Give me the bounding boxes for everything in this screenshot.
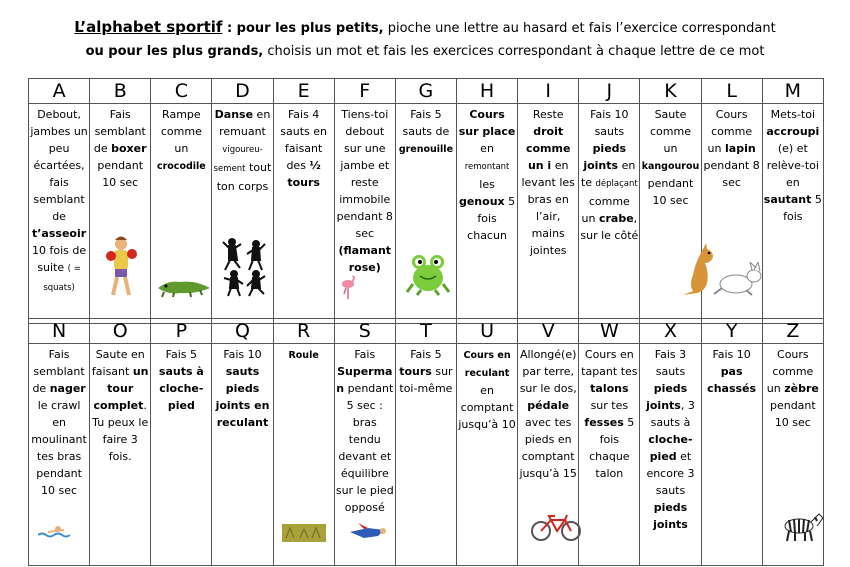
exercise-keyword: pieds joints [646, 382, 688, 412]
exercise-text [579, 104, 639, 244]
letter-v: V [518, 319, 579, 344]
exercise-keyword: pieds joints [583, 142, 627, 172]
exercise-x [640, 344, 701, 566]
exercise-text-part: pendant 10 sec [647, 177, 694, 207]
letter-j: J [579, 79, 640, 104]
exercise-keyword: Cours en reculant [463, 350, 511, 379]
header-line2-text: choisis un mot et fais les exercices correspondant à chaque lettre de ce mot [263, 44, 765, 59]
exercise-text-part: avec tes pieds en comptant jusqu’à 15 [519, 416, 577, 480]
exercise-text [335, 104, 395, 276]
letter-n: N [29, 319, 90, 344]
exercise-text-part: sur tes [590, 399, 629, 412]
letter-g: G [395, 79, 456, 104]
exercise-keyword: Roule [288, 350, 319, 361]
dancers-icon [222, 236, 268, 298]
exercise-text-part: en remuant [219, 108, 271, 138]
exercise-text-part: pendant 8 sec [703, 159, 760, 189]
header-big-kids: ou pour les plus grands, [85, 44, 264, 59]
header-line-2 [0, 44, 850, 59]
exercise-text-part: Fais 4 sauts en faisant des [280, 108, 327, 172]
exercise-text [640, 104, 700, 209]
exercise-text-part: Rampe comme un [160, 108, 202, 155]
exercise-text-part: 5 fois chaque talon [589, 416, 635, 480]
exercise-text-part: Fais 10 sauts [590, 108, 629, 138]
boxer-figure-icon [103, 236, 139, 298]
exercise-text [457, 104, 517, 244]
exercise-w [579, 344, 640, 566]
exercise-text [457, 344, 517, 433]
exercise-keyword: t’asseoir [31, 227, 87, 240]
exercise-keyword: tours [399, 365, 432, 378]
exercise-keyword: Cours sur place [458, 108, 516, 138]
exercise-text [151, 344, 211, 414]
letter-row [29, 79, 824, 104]
exercise-text-part: Allongé(e) par terre, sur le dos, [519, 348, 577, 395]
exercise-text-part: Fais 3 sauts [654, 348, 687, 378]
exercise-text-part: , 3 sauts à [650, 399, 695, 429]
exercise-keyword: un tour complet [93, 365, 149, 412]
exercise-text-part: Fais 5 [165, 348, 198, 361]
swimmer-icon [38, 523, 72, 539]
alphabet-table-n-z [28, 318, 824, 566]
letter-t: T [395, 319, 456, 344]
exercise-keyword: vigoureu-sement [213, 145, 263, 174]
header-line1-text: pioche une lettre au hasard et fais l’exercice correspondant [383, 21, 776, 36]
exercise-keyword: pédale [527, 399, 570, 412]
exercise-u [456, 344, 517, 566]
exercise-keyword: sautant [763, 193, 812, 206]
letter-k: K [640, 79, 701, 104]
header-line-1 [0, 18, 850, 36]
exercise-e [273, 104, 334, 324]
exercise-keyword: pieds joints [653, 501, 688, 531]
exercise-text-part: comme un [581, 195, 630, 225]
letter-s: S [334, 319, 395, 344]
exercise-keyword: boxer [111, 142, 147, 155]
exercise-text-part: sur toi-même [399, 365, 453, 395]
exercise-keyword: ½ tours [287, 159, 321, 189]
exercise-keyword: crabe [598, 212, 634, 225]
exercise-text-part: 5 fois [783, 193, 822, 223]
letter-l: L [701, 79, 762, 104]
letter-z: Z [762, 319, 823, 344]
exercise-text [579, 344, 639, 482]
exercise-text [212, 344, 272, 431]
exercise-keyword: (flamant [338, 244, 392, 257]
exercise-keyword: pas chassés [707, 365, 757, 395]
exercise-keyword: ( = squats) [43, 264, 81, 293]
exercise-keyword: lapin [725, 142, 756, 155]
exercise-text [702, 344, 762, 397]
letter-e: E [273, 79, 334, 104]
letter-w: W [579, 319, 640, 344]
exercise-text-part: Fais 5 sauts de [402, 108, 450, 138]
exercise-text-part: Fais 5 [410, 348, 442, 361]
exercise-text [274, 104, 334, 191]
exercise-j [579, 104, 640, 324]
exercise-text [763, 344, 823, 431]
letter-o: O [90, 319, 151, 344]
exercise-row [29, 344, 824, 566]
exercise-keyword: zèbre [784, 382, 819, 395]
exercise-text-part: en [480, 142, 494, 155]
exercise-text-part: Mets-toi [770, 108, 816, 121]
letter-x: X [640, 319, 701, 344]
exercise-keyword: talons [590, 382, 629, 395]
exercise-text-part: , sur le côté [580, 212, 639, 242]
exercise-text-part: Cours en tapant tes [581, 348, 638, 378]
exercise-t [395, 344, 456, 566]
letter-i: I [518, 79, 579, 104]
exercise-text [518, 344, 578, 482]
rabbit-icon [712, 262, 768, 296]
exercise-keyword: genoux [458, 195, 505, 208]
exercise-text-part: (e) et relève-toi en [766, 142, 819, 189]
exercise-text-part: Reste [532, 108, 564, 121]
exercise-text-part: Cours comme un [766, 348, 814, 395]
letter-a: A [29, 79, 90, 104]
exercise-text-part: Fais [354, 348, 376, 361]
letter-d: D [212, 79, 273, 104]
header-small-kids: : pour les plus petits, [222, 21, 384, 36]
letter-b: B [90, 79, 151, 104]
exercise-a [29, 104, 90, 324]
exercise-text [29, 344, 89, 499]
exercise-text-part: pendant 5 sec : bras tendu devant et équilibre sur le pied opposé [335, 382, 394, 514]
exercise-text [90, 344, 150, 465]
letter-c: C [151, 79, 212, 104]
exercise-y [701, 344, 762, 566]
exercise-keyword: grenouille [398, 144, 454, 155]
exercise-q [212, 344, 273, 566]
frog-icon [405, 250, 451, 296]
exercise-text [274, 344, 334, 364]
exercise-keyword: fesses [584, 416, 624, 429]
exercise-text-part: les [479, 178, 495, 191]
exercise-text-part: en te [580, 159, 636, 189]
letter-y: Y [701, 319, 762, 344]
exercise-text-part: en levant les bras en l’air, mains jointes [521, 159, 575, 257]
zebra-icon [777, 512, 825, 542]
letter-m: M [762, 79, 823, 104]
exercise-text-part: 5 fois chacun [467, 195, 516, 242]
exercise-keyword: déplaçant [595, 179, 638, 189]
superman-icon [348, 522, 388, 542]
exercise-text [763, 104, 823, 225]
exercise-text [396, 104, 456, 158]
exercise-i [518, 104, 579, 324]
exercise-m [762, 104, 823, 324]
exercise-text-part: et encore 3 sauts [646, 450, 695, 497]
exercise-text-part: Cours comme un [707, 108, 753, 155]
letter-r: R [273, 319, 334, 344]
exercise-text-part: tout ton corps [216, 161, 272, 193]
exercise-keyword: nager [49, 382, 86, 395]
exercise-o [90, 344, 151, 566]
exercise-text-part: Fais 10 [223, 348, 262, 361]
exercise-keyword: accroupi [766, 125, 820, 138]
exercise-text-part: pendant 10 sec [97, 159, 144, 189]
exercise-keyword: Superman [336, 365, 393, 395]
letter-q: Q [212, 319, 273, 344]
exercise-text-part: Tiens-toi debout sur une jambe et reste immobile pendant 8 sec [336, 108, 393, 240]
exercise-keyword: sauts pieds joints en reculant [215, 365, 270, 429]
exercise-keyword: Danse [214, 108, 254, 121]
exercise-text-part: Fais semblant de [32, 348, 85, 395]
exercise-text-part: Debout, jambes un peu écartées, fais semblant de [30, 108, 88, 223]
letter-row [29, 319, 824, 344]
grass-icon [282, 524, 326, 542]
exercise-text-part: Fais semblant de [93, 108, 146, 155]
exercise-text [640, 344, 700, 533]
exercise-text-part: Saute en faisant [91, 348, 145, 378]
letter-p: P [151, 319, 212, 344]
exercise-text [212, 104, 272, 195]
exercise-keyword: kangourou [641, 161, 700, 172]
letter-u: U [456, 319, 517, 344]
exercise-text [29, 104, 89, 297]
exercise-text-part: . Tu peux le faire 3 fois. [92, 399, 149, 463]
exercise-text-part: Saute comme un [649, 108, 691, 155]
exercise-text [396, 344, 456, 397]
exercise-text-part: 10 fois de suite [32, 244, 87, 274]
page-title: L’alphabet sportif [74, 18, 223, 36]
bicycle-icon [530, 512, 582, 542]
exercise-keyword: cloche-pied [648, 433, 693, 463]
exercise-text-part: le crawl en moulinant tes bras pendant 10 sec [31, 399, 87, 497]
exercise-keyword: crocodile [156, 161, 206, 172]
exercise-text [702, 104, 762, 191]
exercise-keyword: remontant [464, 162, 510, 172]
exercise-keyword: droit comme un i [525, 125, 571, 172]
letter-f: F [334, 79, 395, 104]
exercise-text-part: Fais 10 [712, 348, 751, 361]
letter-h: H [456, 79, 517, 104]
exercise-keyword: rose) [348, 261, 381, 274]
crocodile-icon [156, 276, 212, 298]
exercise-h [456, 104, 517, 324]
exercise-p [151, 344, 212, 566]
exercise-text-part: en comptant jusqu’à 10 [458, 384, 516, 431]
flamingo-icon [340, 276, 356, 300]
exercise-text [151, 104, 211, 175]
exercise-keyword: sauts à cloche-pied [158, 365, 204, 412]
exercise-text [90, 104, 150, 191]
exercise-text-part: pendant 10 sec [769, 399, 816, 429]
exercise-text [335, 344, 395, 516]
exercise-text [518, 104, 578, 259]
